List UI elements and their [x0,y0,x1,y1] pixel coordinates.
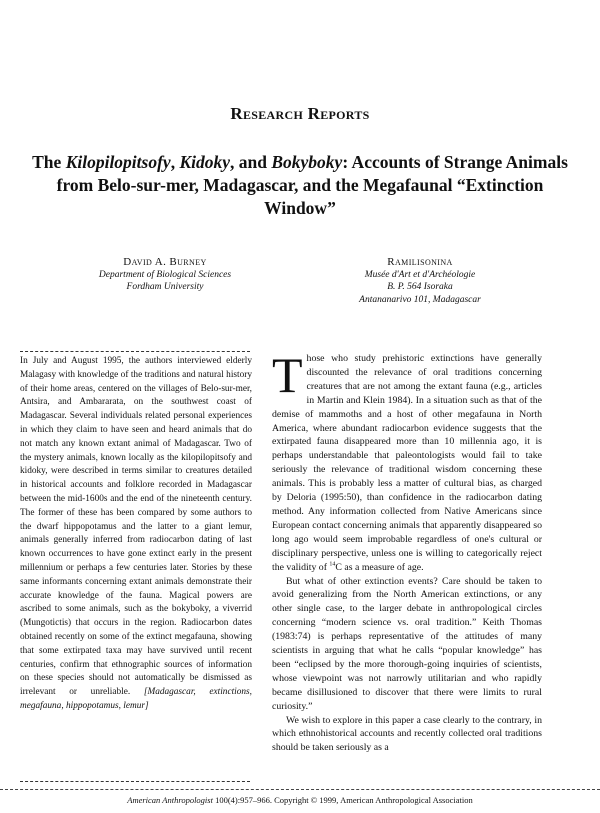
author-affiliation: Fordham University [126,282,204,292]
author-name: David A. Burney [123,256,207,268]
abstract-text: In July and August 1995, the authors interviewed elderly Malagasy with knowledge of the traditions and natural history of their home areas, centered on the villages of Belo-sur-mer, Antsira, and Ambararata, on the southwest coast of Madagascar. Several individuals related personal experiences in which they claim to have seen and heard animals that do not match any known extant animal of Madagascar. Two of the mystery animals, known locally as the kilopilopitsofy and kidoky, were described in terms similar to creatures detailed in historical accounts and folklore recorded in Madagascar between the mid-1600s and the end of the nineteenth century. The former of these has been compared by some authors to the dwarf hippopotamus and the latter to a giant lemur, animals generally inferred from radiocarbon dating of last known occurrences to have gone extinct early in the present millennium or perhaps a few centuries later. Stories by these same informants concerning extant animals demonstrate their accurate knowledge of the fauna. Magical powers are ascribed to some animals, such as the bokyboky, a viverrid (Mungotictis) that occurs in the region. Radiocarbon dates obtained recently on some of the extinct megafauna, showing that some extirpated taxa may have survived until recent centuries, confirm that ethnographic sources of information on these species should not automatically be dismissed as irrelevant or unreliable. [20,356,252,698]
drop-cap: T [272,347,303,403]
author-affiliation: Department of Biological Sciences [98,269,232,280]
journal-name: American Anthropologist [127,795,213,805]
body-paragraph-3: We wish to explore in this paper a case clearly to the contrary, in which ethnohistorical accounts and recently collected oral traditions should be taken seriously as a [272,714,542,754]
title-part: : Accounts of Strange Animals from Belo-sur-mer, Madagascar, and the Megafaunal “Extinction Window” [56,152,568,218]
citation-text: 100(4):957–966. Copyright © 1999, American Anthropological Association [212,795,473,805]
body-text: hose who study prehistoric extinctions have generally discounted the relevance of oral traditions concerning creatures that are not among the extant fauna (e.g., articles in Martin and Klein 1984). In a situation such as that of the demise of mammoths and a host of other megafauna in North America, where abundant radiocarbon evidence suggests that the extirpated fauna disappeared more than 10 millennia ago, it is perhaps understandable that paleontologists would fail to take seriously the relevance of traditional wisdom concerning these animals. This is probably less a matter of cultural bias, as charged by Deloria (1995:50), than confidence in the radiocarbon dating method. Any information collected from Native Americans since European contact concerning animals that apparently disappeared so long ago would seem improbable regardless of one's cultural or disciplinary perspective, unless one is willing to categorically reject the validity of [272,353,542,573]
superscript: 14 [329,561,336,568]
abstract-top-rule [20,351,250,352]
author-affiliation: Musée d'Art et d'Archéologie [364,269,476,280]
body-paragraph-1 [272,347,542,575]
title-animal-3: Bokyboky [271,152,343,172]
abstract-bottom-rule [20,781,250,782]
footer-rule [0,789,600,790]
title-part: The [32,152,66,172]
author-affiliation: Antananarivo 101, Madagascar [359,294,481,305]
abstract [20,355,252,714]
title-part: , and [230,152,272,172]
body-text: C as a measure of age. [335,561,424,573]
body-paragraph-2: But what of other extinction events? Care should be taken to avoid generalizing from the North American extinctions, or any other single case, to the larger debate in anthropological circles concerning “modern science vs. oral tradition.” Keith Thomas (1983:74) is perhaps representative of the attitudes of many scientists in arguing that what he calls “popular knowledge” has been “eclipsed by the more thorough-going inquiries of scientists, whose viewpoint was not narrowly utilitarian and who rapidly became disillusioned to discover that there were limits to rural curiosity.” [272,575,542,712]
author-block-1 [75,256,255,294]
title-animal-2: Kidoky [179,152,230,172]
author-name: Ramilisonina [387,256,453,268]
title-part: , [170,152,180,172]
article-body [272,347,542,755]
article-title [30,151,570,220]
footer-citation [0,795,600,805]
title-animal-1: Kilopilopitsofy [65,152,171,172]
author-block-2 [290,256,550,306]
author-affiliation: B. P. 564 Isoraka [387,282,453,292]
section-header: Research Reports [230,104,370,123]
abstract-keywords: [Madagascar, extinctions, megafauna, hippopotamus, lemur] [20,687,252,711]
